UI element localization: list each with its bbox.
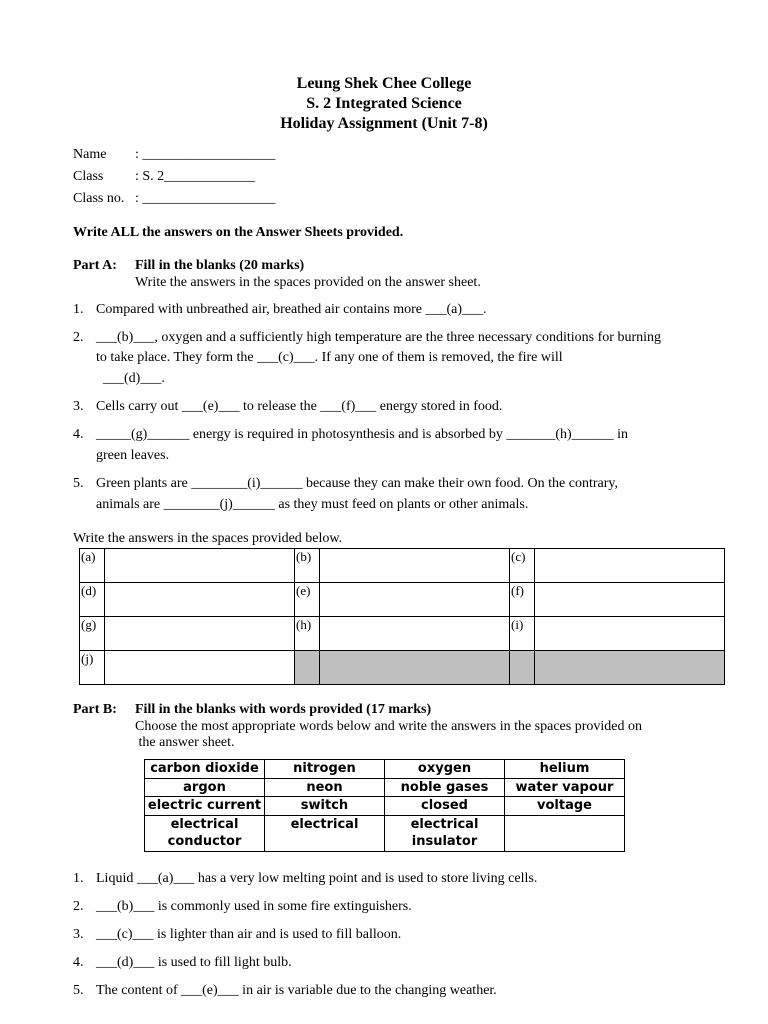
word-bank-cell: neon [265,778,385,797]
part-b-q4-number: 4. [73,955,84,970]
word-bank-row [145,778,625,797]
word-bank-cell: electrical insulator [385,815,505,851]
part-a-label: Part A: [73,258,117,273]
part-a-q5-line1: Green plants are ________(i)______ because they can make their own food. On the contrary, [96,476,618,491]
word-bank-row [145,760,625,779]
part-a-q4-number: 4. [73,427,84,442]
part-a-q2-number: 2. [73,330,84,345]
class-no-field: : ___________________ [135,191,276,206]
name-field: : ___________________ [135,147,276,162]
answer-label-disabled [295,651,320,685]
word-bank-row [145,797,625,816]
part-b-q2-number: 2. [73,899,84,914]
word-bank-cell: electrical [265,815,385,851]
part-b-label: Part B: [73,702,117,717]
school-name: Leung Shek Chee College [296,75,472,92]
class-field: : S. 2_____________ [135,169,256,184]
answer-box[interactable] [320,549,510,583]
word-bank-cell: argon [145,778,265,797]
answer-box[interactable] [105,651,295,685]
answer-box[interactable] [535,583,725,617]
answer-prompt: Write the answers in the spaces provided below. [73,531,343,546]
answer-label: (i) [510,617,535,651]
part-a-q1-text: Compared with unbreathed air, breathed air contains more ___(a)___. [96,302,487,317]
answer-row [80,617,725,651]
answer-box[interactable] [320,617,510,651]
word-bank-cell: voltage [505,797,625,816]
answer-label: (g) [80,617,105,651]
part-a-q2-line1: ___(b)___, oxygen and a sufficiently high temperature are the three necessary conditions for burning [96,330,662,345]
word-bank-cell: water vapour [505,778,625,797]
word-bank-cell: oxygen [385,760,505,779]
class-label: Class [73,169,104,184]
part-b-q3-number: 3. [73,927,84,942]
part-a-q2-line2: to take place. They form the ___(c)___. If any one of them is removed, the fire will [96,350,563,365]
answer-row [80,549,725,583]
answer-label: (b) [295,549,320,583]
answer-label: (e) [295,583,320,617]
answer-box[interactable] [105,583,295,617]
answer-box-disabled [535,651,725,685]
part-b-q3-text: ___(c)___ is lighter than air and is used to fill balloon. [96,927,402,942]
part-b-q5-number: 5. [73,983,84,998]
word-bank-row [145,815,625,851]
part-a-q1-number: 1. [73,302,84,317]
word-bank-cell: noble gases [385,778,505,797]
part-a-q2-line3: ___(d)___. [96,371,165,386]
answer-grid [79,548,725,685]
answer-label: (a) [80,549,105,583]
word-bank-cell: nitrogen [265,760,385,779]
answer-label: (j) [80,651,105,685]
answer-label: (h) [295,617,320,651]
part-b-q2-text: ___(b)___ is commonly used in some fire extinguishers. [96,899,412,914]
answer-box[interactable] [105,617,295,651]
word-bank-cell: electric current [145,797,265,816]
word-bank-cell: switch [265,797,385,816]
answer-row [80,583,725,617]
answer-label-disabled [510,651,535,685]
part-a-q3-number: 3. [73,399,84,414]
word-bank-cell [505,815,625,851]
part-a-subtitle: Write the answers in the spaces provided on the answer sheet. [135,275,481,290]
word-bank-cell: helium [505,760,625,779]
part-a-q5-number: 5. [73,476,84,491]
part-b-q1-text: Liquid ___(a)___ has a very low melting point and is used to store living cells. [96,871,538,886]
assignment-title: Holiday Assignment (Unit 7-8) [280,115,488,132]
answer-box-disabled [320,651,510,685]
answer-box[interactable] [535,549,725,583]
answer-label: (d) [80,583,105,617]
answer-label: (f) [510,583,535,617]
part-b-subtitle-line2: the answer sheet. [135,735,235,750]
answer-row [80,651,725,685]
general-instruction: Write ALL the answers on the Answer Sheets provided. [73,225,404,240]
class-no-label: Class no. [73,191,125,206]
answer-box[interactable] [105,549,295,583]
word-bank-cell: closed [385,797,505,816]
part-a-q4-line2: green leaves. [96,448,170,463]
part-b-subtitle-line1: Choose the most appropriate words below and write the answers in the spaces provided on [135,719,642,734]
part-b-q1-number: 1. [73,871,84,886]
answer-box[interactable] [320,583,510,617]
part-a-q4-line1: _____(g)______ energy is required in photosynthesis and is absorbed by _______(h)______ in [96,427,629,442]
name-label: Name [73,147,107,162]
subject-title: S. 2 Integrated Science [306,95,462,112]
part-a-q3-text: Cells carry out ___(e)___ to release the ___(f)___ energy stored in food. [96,399,503,414]
part-a-title: Fill in the blanks (20 marks) [135,258,305,273]
part-b-q4-text: ___(d)___ is used to fill light bulb. [96,955,292,970]
word-bank-cell: carbon dioxide [145,760,265,779]
part-b-title: Fill in the blanks with words provided (17 marks) [135,702,432,717]
word-bank-cell: electrical conductor [145,815,265,851]
part-b-q5-text: The content of ___(e)___ in air is variable due to the changing weather. [96,983,497,998]
part-a-q5-line2: animals are ________(j)______ as they must feed on plants or other animals. [96,497,529,512]
answer-label: (c) [510,549,535,583]
word-bank-table [144,759,625,852]
answer-box[interactable] [535,617,725,651]
